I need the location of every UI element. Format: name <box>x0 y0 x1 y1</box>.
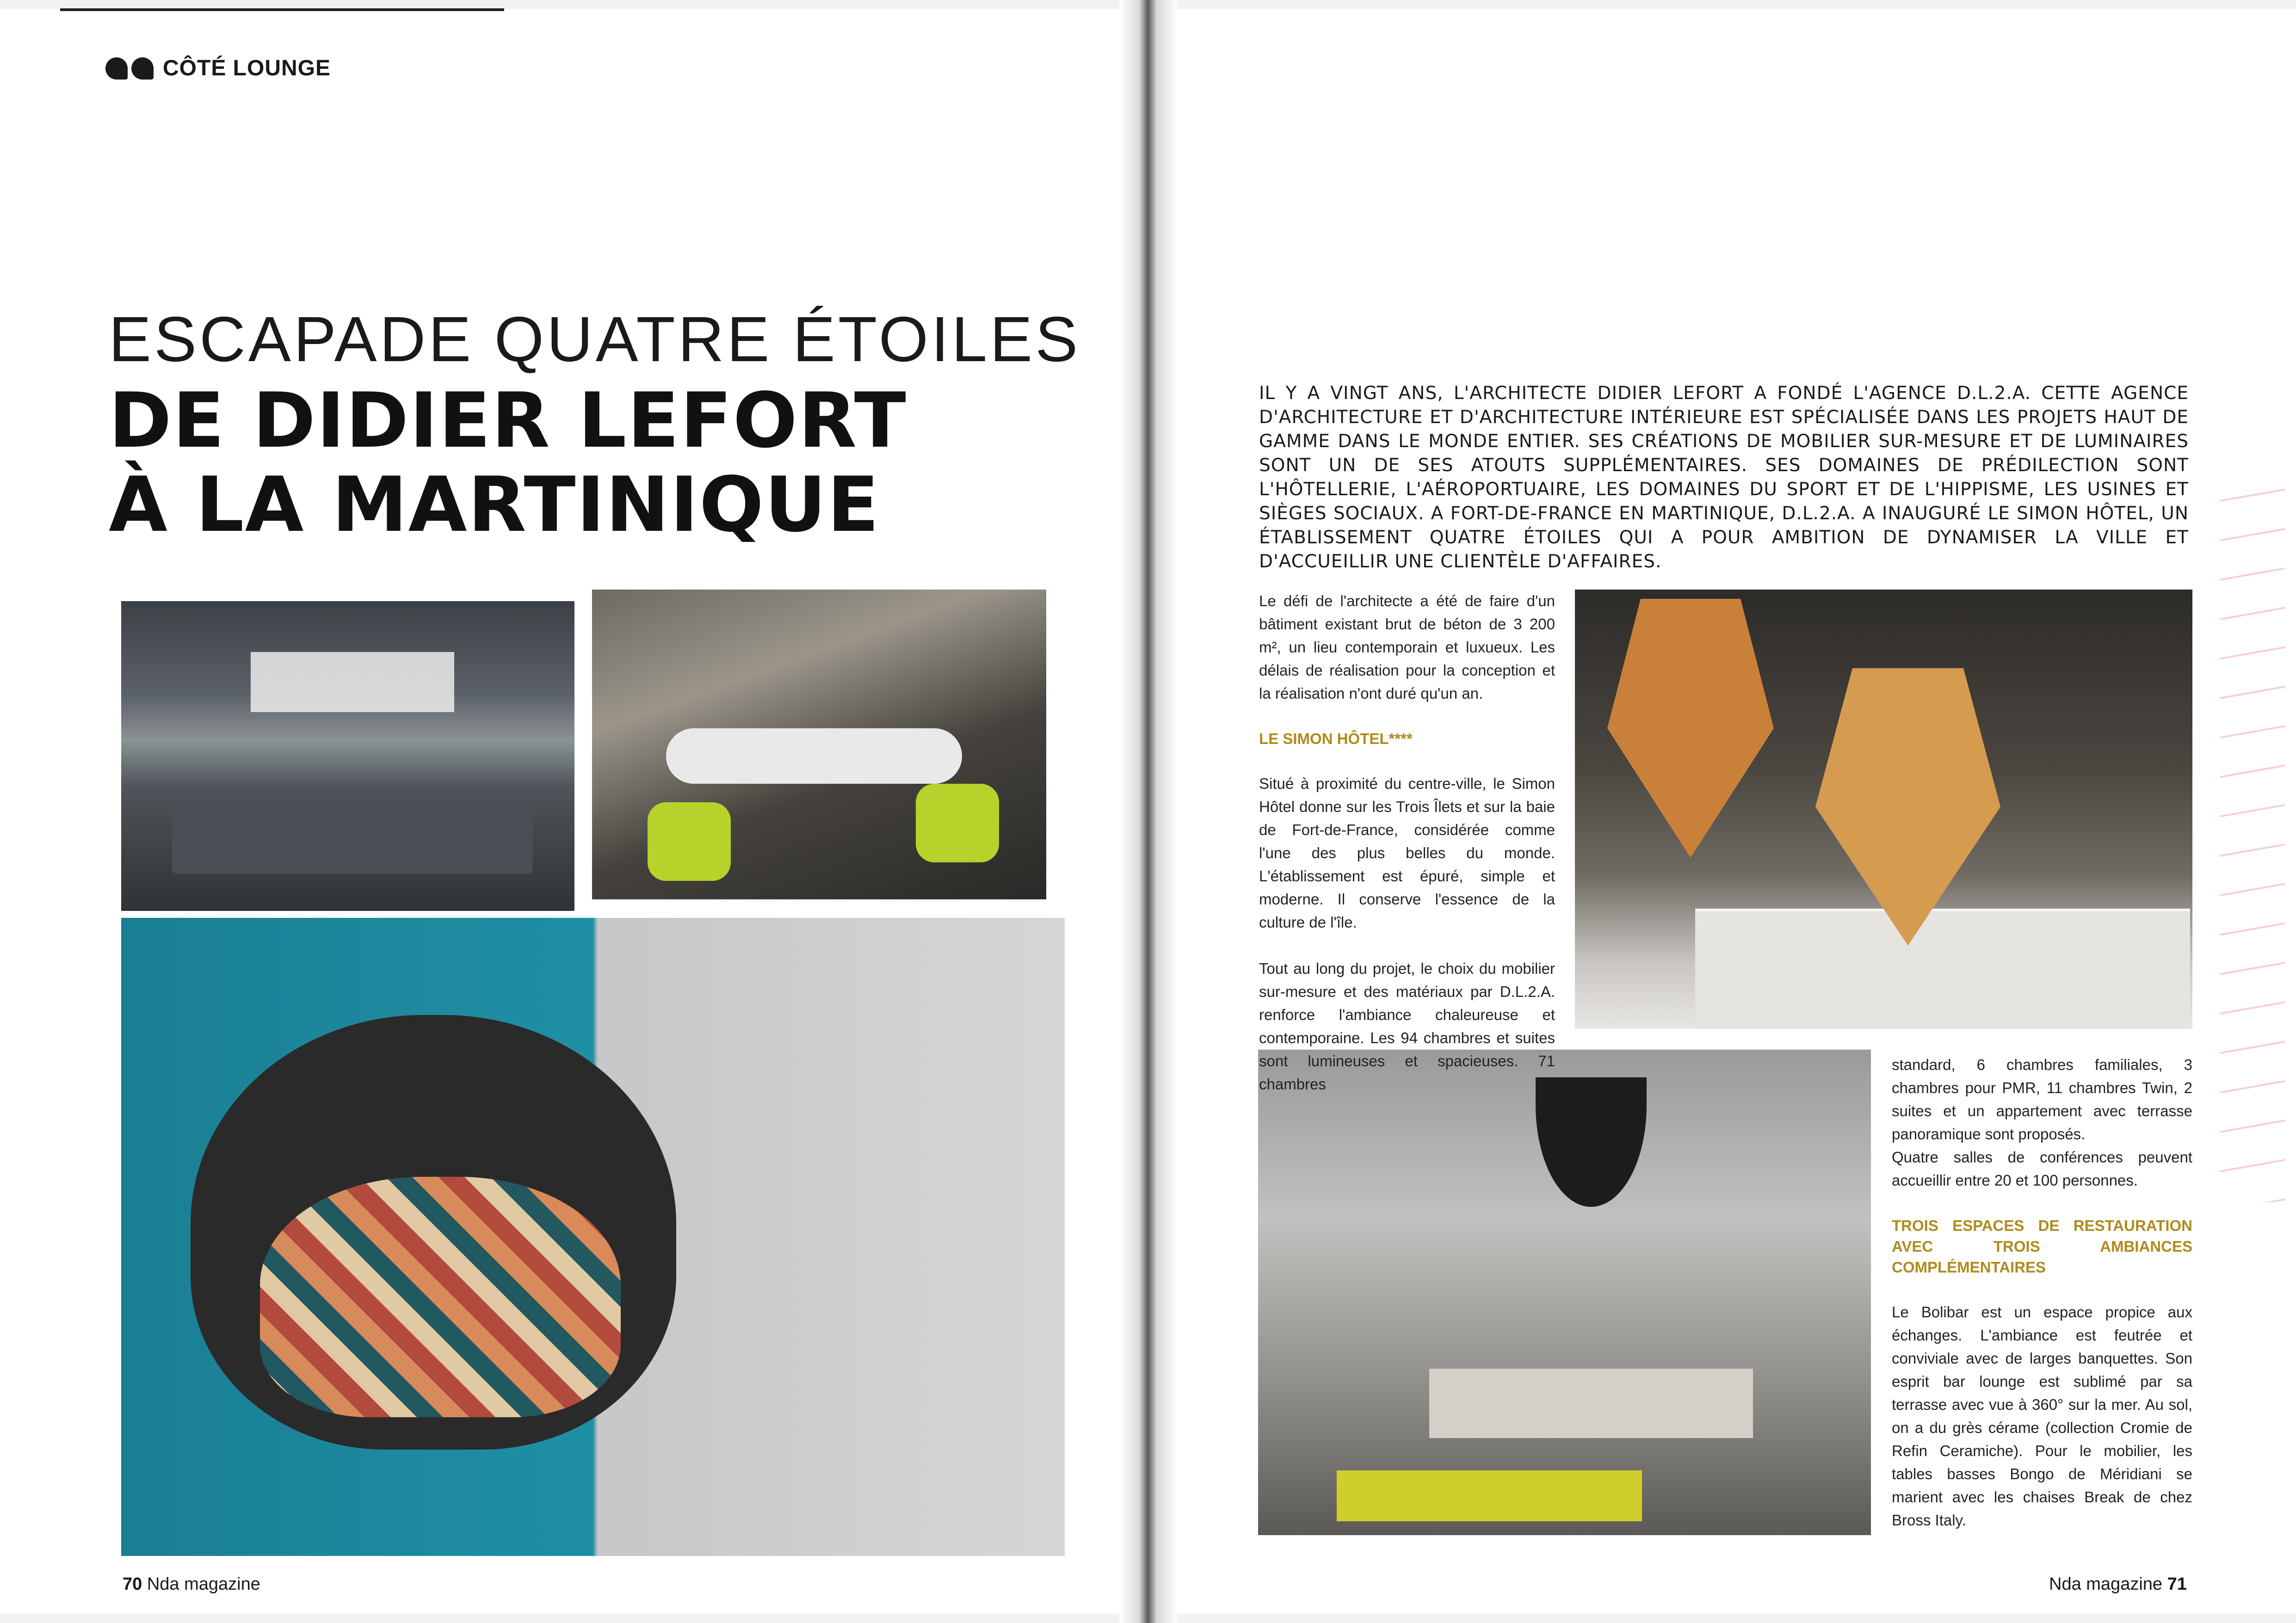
bedroom-photo <box>1575 590 2192 1029</box>
folio-left <box>123 1574 260 1594</box>
intro-paragraph: IL Y A VINGT ANS, L'ARCHITECTE DIDIER LEFORT A FONDÉ L'AGENCE D.L.2.A. CETTE AGENCE D'ARCHITECTURE ET D'ARCHITECTURE INTÉRIEURE EST SPÉCIALISÉE DANS LES PROJETS HAUT DE GAMME DANS LE MONDE ENTIER. SES CRÉATIONS DE MOBILIER SUR-MESURE ET DE LUMINAIRES SONT UN DE SES ATOUTS SUPPLÉMENTAIRES. SES DOMAINES DE PRÉDILECTION SONT L'HÔTELLERIE, L'AÉROPORTUAIRE, LES DOMAINES DU SPORT ET DE L'HIPPISME, LES USINES ET SIÈGES SOCIAUX. A FORT-DE-FRANCE EN MARTINIQUE, D.L.2.A. A INAUGURÉ LE SIMON HÔTEL, UN ÉTABLISSEMENT QUATRE ÉTOILES QUI A POUR AMBITION DE DYNAMISER LA VILLE ET D'ACCUEILLIR UNE CLIENTÈLE D'AFFAIRES. <box>1259 383 2189 572</box>
folio-right <box>2049 1574 2187 1594</box>
paragraph: standard, 6 chambres familiales, 3 chambres pour PMR, 11 chambres Twin, 2 suites et un appartement avec terrasse panoramique sont proposés. <box>1892 1056 2192 1143</box>
title-line-3: À LA MARTINIQUE <box>109 461 880 549</box>
section-label: CÔTÉ LOUNGE <box>163 56 331 80</box>
top-rule <box>60 8 504 11</box>
title-line-2: DE DIDIER LEFORT <box>109 376 907 465</box>
magazine-name: Nda magazine <box>147 1574 260 1594</box>
subheading: TROIS ESPACES DE RESTAURATION AVEC TROIS AMBIANCES COMPLÉMENTAIRES <box>1892 1217 2192 1276</box>
page-number: 70 <box>123 1574 142 1594</box>
paragraph: Quatre salles de conférences peuvent accueillir entre 20 et 100 personnes. <box>1892 1149 2192 1189</box>
page-gutter <box>1119 0 1177 1623</box>
magazine-name: Nda magazine <box>2049 1574 2163 1594</box>
body-column-1 <box>1259 590 1555 1096</box>
lounge-photo <box>121 601 574 911</box>
subheading: LE SIMON HÔTEL**** <box>1259 730 1413 747</box>
paragraph: Tout au long du projet, le choix du mobilier sur-mesure et des matériaux par D.L.2.A. renforce l'ambiance chaleureuse et contemporaine. Les 94 chambres et suites sont lumineuses et spacieuses. 71 chambres <box>1259 960 1555 1093</box>
cocoon-sofa-photo <box>121 918 1065 1556</box>
speech-bubble-icon <box>131 57 154 80</box>
section-tag <box>105 55 331 81</box>
scan-marks <box>2220 462 2285 1202</box>
page-number: 71 <box>2167 1574 2187 1594</box>
body-column-2 <box>1892 1053 2192 1532</box>
title-line-1: ESCAPADE QUATRE ÉTOILES <box>109 304 1081 375</box>
paragraph: Situé à proximité du centre-ville, le Simon Hôtel donne sur les Trois Îlets et sur la baie de Fort-de-France, considérée comme l'une des plus belles du monde. L'établissement est épuré, simple et moderne. Il conserve l'essence de la culture de l'île. <box>1259 775 1555 931</box>
bar-lounge-photo <box>592 590 1046 899</box>
paragraph: Le Bolibar est un espace propice aux échanges. L'ambiance est feutrée et conviviale avec de larges banquettes. Son esprit bar lounge est sublimé par sa terrasse avec vue à 360° sur la mer. Au sol, on a du grès cérame (collection Cromie de Refin Ceramiche). Pour le mobilier, les tables basses Bongo de Méridiani se marient avec les chaises Break de chez Bross Italy. <box>1892 1303 2192 1529</box>
bed-shape <box>1695 909 2190 1029</box>
paragraph: Le défi de l'architecte a été de faire d'un bâtiment existant brut de béton de 3 200 m², un lieu contemporain et luxueux. Les délais de réalisation pour la conception et la réalisation n'ont duré qu'un an. <box>1259 592 1555 702</box>
suite-living-photo <box>1258 1050 1871 1535</box>
speech-bubble-icon <box>105 57 128 80</box>
